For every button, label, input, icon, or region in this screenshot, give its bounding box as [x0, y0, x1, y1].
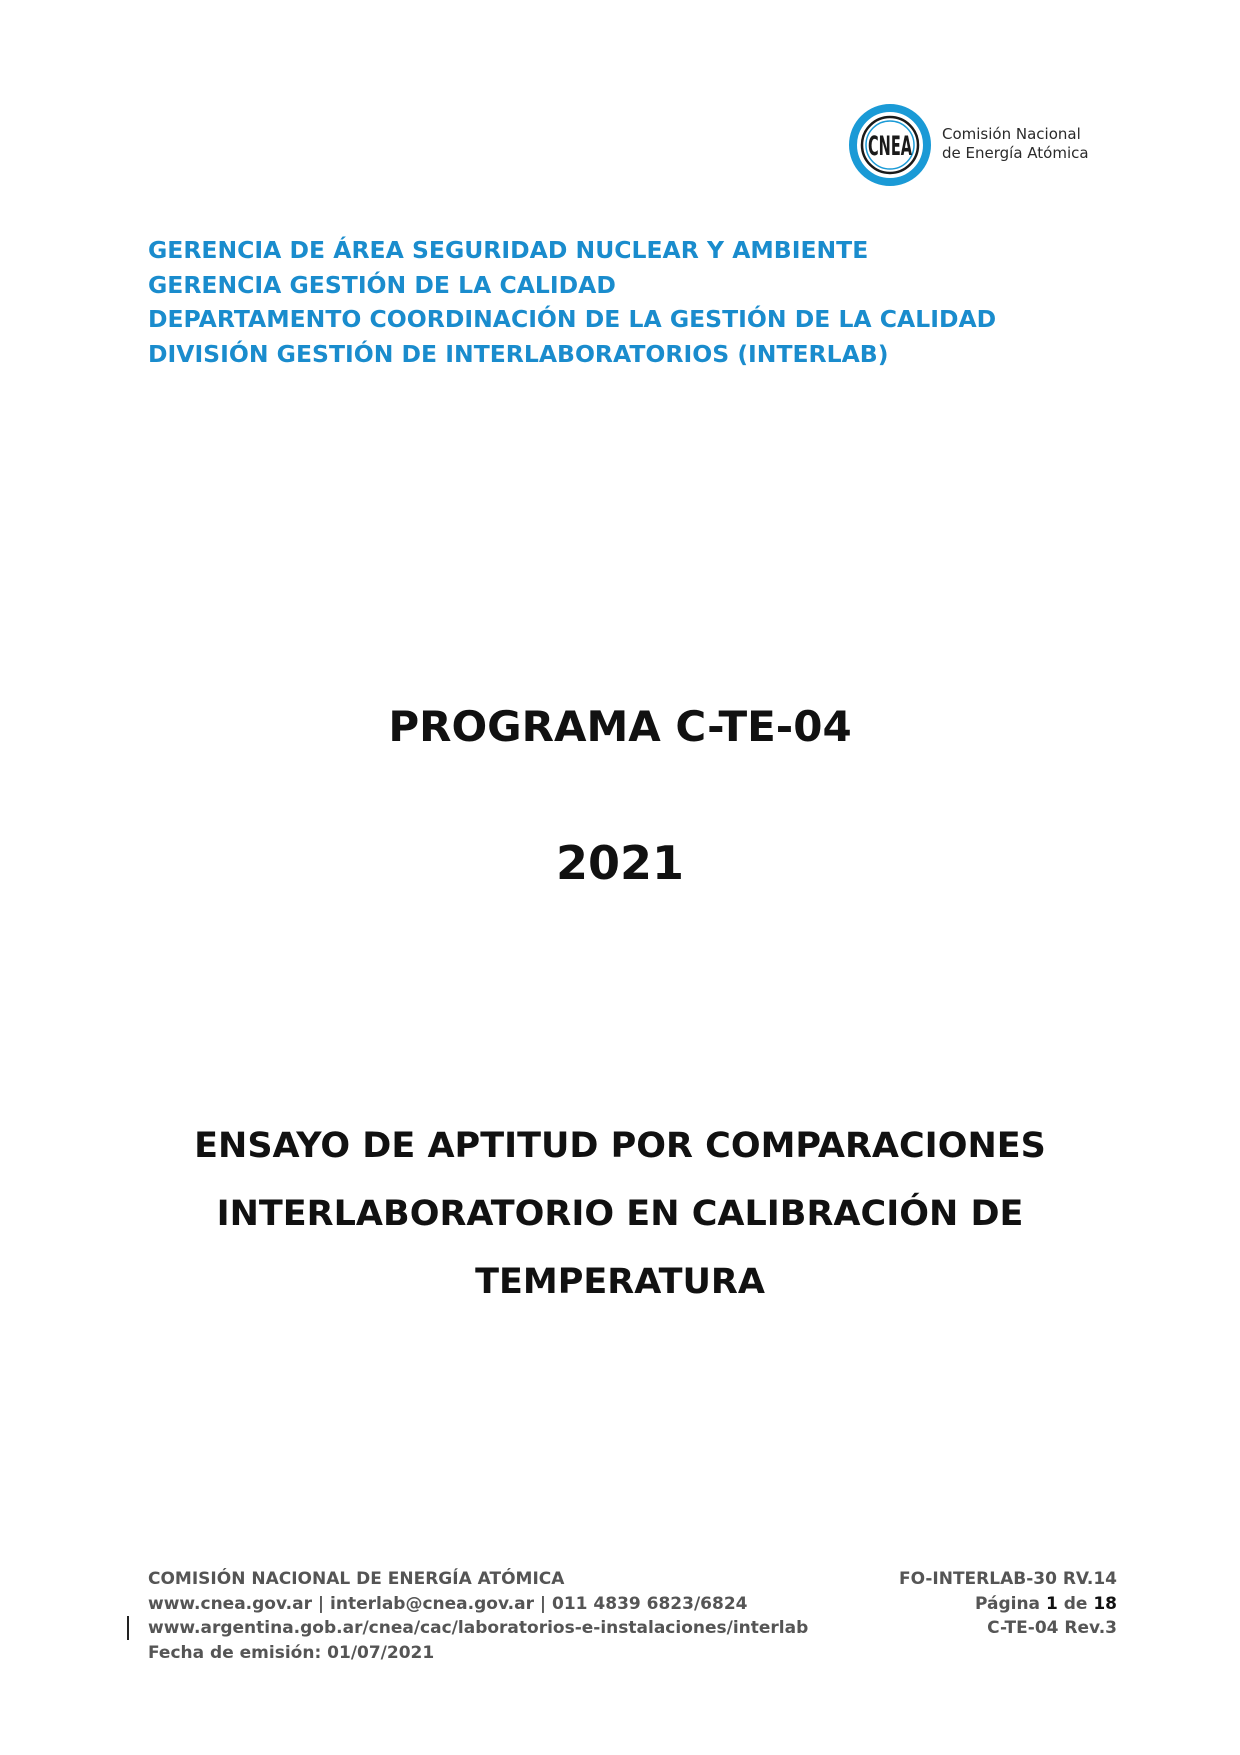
program-title: PROGRAMA C-TE-04 [388, 702, 852, 751]
logo-line-1: Comisión Nacional [942, 125, 1081, 143]
footer-date: Fecha de emisión: 01/07/2021 [148, 1642, 435, 1663]
logo-mark: CNEA [868, 131, 913, 162]
subtitle-line-2: INTERLABORATORIO EN CALIBRACIÓN DE [216, 1194, 1024, 1234]
page-number [899, 1592, 1117, 1617]
footer-meta [899, 1567, 1117, 1641]
page-total: 18 [1093, 1593, 1117, 1614]
logo-text [942, 125, 1089, 163]
form-code: FO-INTERLAB-30 RV.14 [898, 1569, 1117, 1589]
footer-info [148, 1567, 808, 1665]
subtitle-line-1: ENSAYO DE APTITUD POR COMPARACIONES [194, 1126, 1046, 1166]
department-header [148, 233, 996, 371]
program-year: 2021 [555, 836, 685, 890]
footer-url: www.argentina.gob.ar/cnea/cac/laboratorios-e-instalaciones/interlab [148, 1618, 809, 1638]
cnea-logo [848, 103, 1088, 187]
cnea-logo-icon [848, 103, 932, 187]
doc-reference: C-TE-04 Rev.3 [987, 1618, 1117, 1638]
header-line-3: DEPARTAMENTO COORDINACIÓN DE LA GESTIÓN DE LA CALIDAD [148, 305, 997, 333]
logo-line-2: de Energía Atómica [942, 144, 1089, 162]
revision-bar [127, 1616, 129, 1640]
header-line-4: DIVISIÓN GESTIÓN DE INTERLABORATORIOS (INTERLAB) [148, 339, 889, 368]
footer-contact: www.cnea.gov.ar | interlab@cnea.gov.ar | 011 4839 6823/6824 [148, 1593, 748, 1614]
subtitle-line-3: TEMPERATURA [475, 1262, 765, 1302]
header-line-2: GERENCIA GESTIÓN DE LA CALIDAD [148, 270, 616, 299]
document-subtitle [0, 1112, 1240, 1316]
page-of: de [1063, 1593, 1088, 1614]
page-word: Página [974, 1593, 1041, 1614]
footer-org: COMISIÓN NACIONAL DE ENERGÍA ATÓMICA [148, 1569, 565, 1589]
page-current: 1 [1045, 1593, 1058, 1614]
header-line-1: GERENCIA DE ÁREA SEGURIDAD NUCLEAR Y AMBIENTE [148, 236, 869, 264]
